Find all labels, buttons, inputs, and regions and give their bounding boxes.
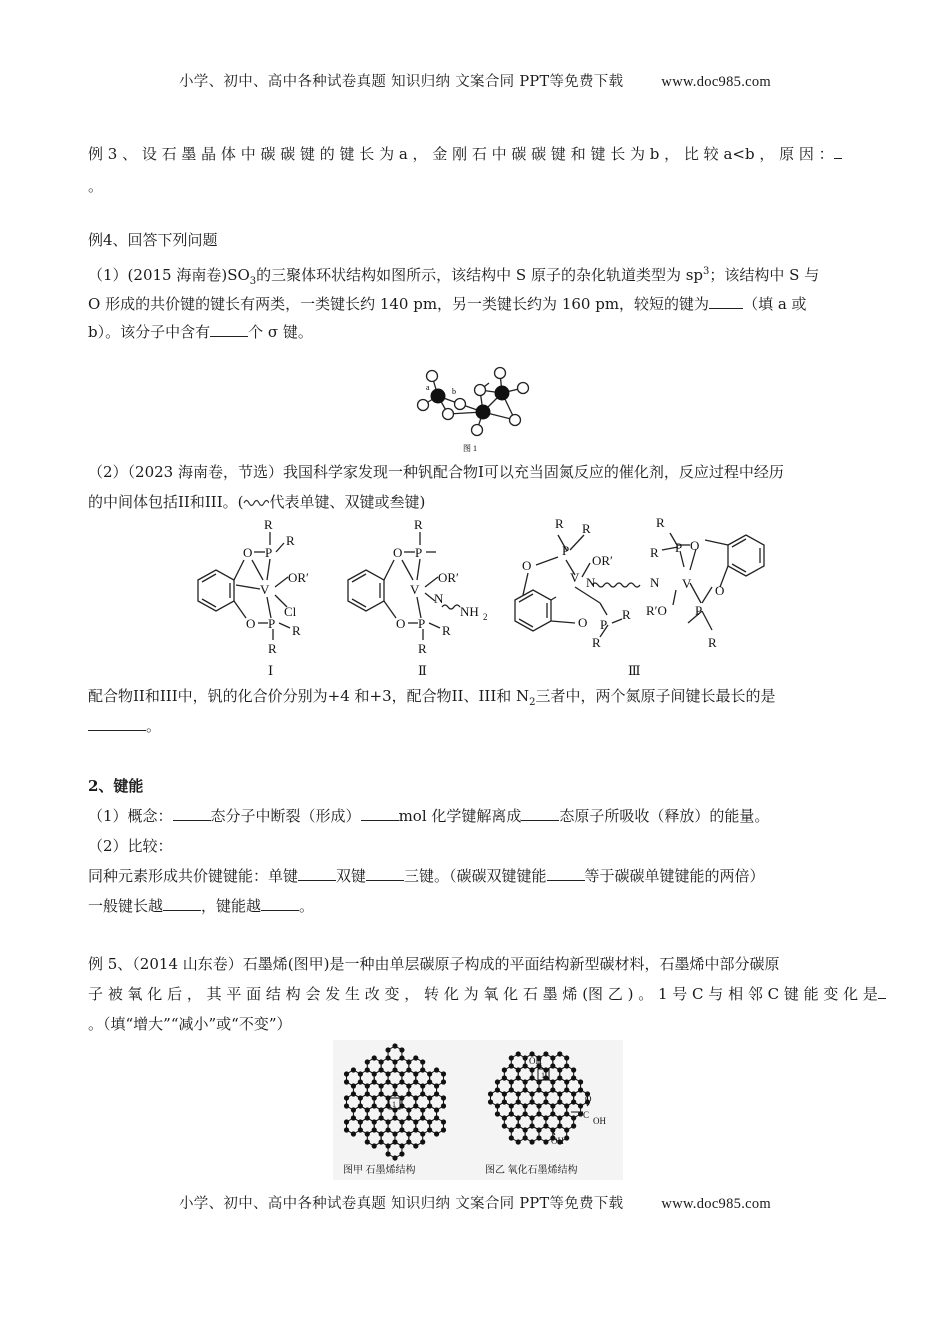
complex1-benzene-ring xyxy=(198,570,234,611)
carbon-atom xyxy=(399,1055,404,1060)
complex-label-2: Ⅱ xyxy=(418,663,427,678)
carbon-atom xyxy=(564,1079,569,1084)
carbon-atom xyxy=(488,1091,493,1096)
carbon-atom xyxy=(529,1099,534,1104)
carbon-atom xyxy=(441,1079,446,1084)
carbon-atom xyxy=(406,1131,411,1136)
carbon-atom xyxy=(365,1131,370,1136)
carbon-atom xyxy=(365,1067,370,1072)
svg-text:P: P xyxy=(600,617,608,632)
oxide-atom-label-b: 1 xyxy=(541,1071,545,1080)
carbon-atom xyxy=(557,1067,562,1072)
carbon-atom xyxy=(365,1107,370,1112)
svg-text:2: 2 xyxy=(483,612,488,622)
ex5-line1: 例 5、（2014 山东卷）石墨烯(图甲)是一种由单层碳原子构成的平面结构新型碳材料，石墨烯中部分碳原 xyxy=(88,955,780,973)
carbon-atom xyxy=(536,1111,541,1116)
carbon-atom xyxy=(344,1095,349,1100)
svg-text:V: V xyxy=(260,582,270,597)
fig-b-caption: 图乙 氧化石墨烯结构 xyxy=(485,1165,578,1176)
carbon-atom xyxy=(351,1115,356,1120)
carbon-atom xyxy=(550,1087,555,1092)
carbon-atom xyxy=(385,1143,390,1148)
ex4-q2-line3: 配合物II和III中，钒的化合价分别为+4 和+3，配合物II、III和 $N_2$三者中，两个氮原子间键长最长的是 xyxy=(88,687,776,708)
carbon-atom xyxy=(509,1127,514,1132)
carbon-atom xyxy=(365,1139,370,1144)
carbon-atom xyxy=(385,1079,390,1084)
carbon-atom xyxy=(392,1067,397,1072)
carbon-atom xyxy=(536,1103,541,1108)
svg-text:O: O xyxy=(690,538,700,553)
carbon-atom xyxy=(564,1127,569,1132)
carbon-atom xyxy=(344,1119,349,1124)
carbon-atom xyxy=(358,1095,363,1100)
carbon-atom xyxy=(571,1115,576,1120)
carbon-atom xyxy=(529,1115,534,1120)
carbon-atom xyxy=(509,1063,514,1068)
carbon-atom xyxy=(564,1055,569,1060)
carbon-atom xyxy=(385,1119,390,1124)
svg-text:R: R xyxy=(268,641,277,656)
carbon-atom xyxy=(351,1091,356,1096)
carbon-atom xyxy=(413,1095,418,1100)
sec2-blank3[interactable] xyxy=(521,806,559,821)
carbon-atom xyxy=(413,1079,418,1084)
carbon-atom xyxy=(502,1115,507,1120)
carbon-atom xyxy=(495,1103,500,1108)
svg-text:OR′: OR′ xyxy=(438,570,459,585)
carbon-atom xyxy=(578,1087,583,1092)
ex4-q1-line3: b）。该分子中含有 个 σ 键。 xyxy=(88,323,313,341)
carbon-atom xyxy=(523,1079,528,1084)
carbon-atom xyxy=(392,1155,397,1160)
carbon-atom xyxy=(365,1115,370,1120)
carbon-atom xyxy=(536,1087,541,1092)
svg-text:R: R xyxy=(650,545,659,560)
carbon-atom xyxy=(529,1091,534,1096)
carbon-atom xyxy=(571,1099,576,1104)
ex4-q2-line4: 。 xyxy=(88,716,161,736)
carbon-atom xyxy=(406,1115,411,1120)
header-url[interactable]: www.doc985.com xyxy=(661,74,771,90)
carbon-atom xyxy=(516,1099,521,1104)
svg-text:O: O xyxy=(243,545,253,560)
svg-text:R′O: R′O xyxy=(646,603,667,618)
carbon-atom xyxy=(406,1083,411,1088)
ex4-title: 例4、回答下列问题 xyxy=(88,231,218,249)
svg-text:R: R xyxy=(442,623,451,638)
vanadium-complexes-figure xyxy=(180,515,780,680)
carbon-atom xyxy=(564,1111,569,1116)
ex4-q2-line1: （2）（2023 海南卷，节选）我国科学家发现一种钒配合物I可以充当固氮反应的催化剂，反应过程中经历 xyxy=(88,463,784,481)
carbon-atom xyxy=(372,1127,377,1132)
svg-text:O: O xyxy=(393,545,403,560)
carbon-atom xyxy=(571,1091,576,1096)
carbon-atom xyxy=(516,1123,521,1128)
carbon-atom xyxy=(379,1083,384,1088)
carbon-atom xyxy=(550,1079,555,1084)
svg-text:R: R xyxy=(708,635,717,650)
carbon-atom xyxy=(392,1043,397,1048)
carbon-atom xyxy=(495,1079,500,1084)
carbon-atom xyxy=(434,1091,439,1096)
ex5-line3: 。（填“增大”“减小”或“不变”） xyxy=(88,1015,292,1033)
carbon-atom xyxy=(399,1127,404,1132)
carbon-atom xyxy=(509,1111,514,1116)
sec2-line1: （1）概念： 态分子中断裂（形成） mol 化学键解离成 态原子所吸收（释放）的能量。 xyxy=(88,807,770,825)
carbon-atom xyxy=(427,1119,432,1124)
carbon-atom xyxy=(385,1055,390,1060)
carbon-atom xyxy=(523,1055,528,1060)
carbon-atom xyxy=(434,1067,439,1072)
carbon-atom xyxy=(365,1083,370,1088)
ex3-text: 例 3 、 设 石 墨 晶 体 中 碳 碳 键 的 键 长 为 a ， 金 刚 石 中 碳 碳 键 和 键 长 为 b ， 比 较 a<b ， 原 因 ： xyxy=(88,145,834,163)
ex4-q2-line2: 的中间体包括II和III。( 代表单键、双键或叁键) xyxy=(88,493,426,511)
ex3-line1 xyxy=(88,144,842,164)
carbon-atom xyxy=(372,1143,377,1148)
carbon-atom xyxy=(441,1103,446,1108)
carbon-atom xyxy=(385,1127,390,1132)
carbon-atom xyxy=(441,1095,446,1100)
carbon-atom xyxy=(502,1067,507,1072)
carbon-atom xyxy=(523,1103,528,1108)
carbon-atom xyxy=(523,1063,528,1068)
carbon-atom xyxy=(557,1123,562,1128)
carbon-atom xyxy=(509,1079,514,1084)
carbon-atom xyxy=(550,1063,555,1068)
carbon-atom xyxy=(516,1115,521,1120)
carbon-atom xyxy=(413,1143,418,1148)
carbon-atom xyxy=(427,1127,432,1132)
carbon-atom xyxy=(392,1091,397,1096)
carbon-atom xyxy=(516,1067,521,1072)
carbon-atom xyxy=(516,1075,521,1080)
carbon-atom xyxy=(358,1071,363,1076)
carbon-atom xyxy=(372,1103,377,1108)
ex4-q1-line1: （1）(2015 海南卷)$SO_3$的三聚体环状结构如图所示，该结构中 S 原子的杂化轨道类型为 $sp^3$；该结构中 S 与 xyxy=(88,266,820,287)
carbon-atom xyxy=(427,1071,432,1076)
header-text: 小学、初中、高中各种试卷真题 知识归纳 文案合同 PPT等免费下载 xyxy=(179,74,624,90)
svg-text:R: R xyxy=(286,533,295,548)
sec2-blank4[interactable] xyxy=(298,866,336,881)
fig1-label-b: b xyxy=(452,387,456,396)
carbon-atom xyxy=(564,1103,569,1108)
carbon-atom xyxy=(550,1103,555,1108)
svg-text:P: P xyxy=(675,540,683,555)
fig-a-caption: 图甲 石墨烯结构 xyxy=(343,1165,416,1176)
carbon-atom xyxy=(413,1071,418,1076)
carbon-atom xyxy=(379,1067,384,1072)
svg-text:OR′: OR′ xyxy=(288,570,309,585)
carbon-atom xyxy=(509,1135,514,1140)
ex4-q1-blank1[interactable] xyxy=(709,294,743,309)
graphene-atom-label-a: 1 xyxy=(392,1100,396,1109)
carbon-atom xyxy=(502,1099,507,1104)
carbon-atom xyxy=(406,1107,411,1112)
carbon-atom xyxy=(502,1091,507,1096)
svg-text:V: V xyxy=(570,570,580,585)
sec2-title: 2、键能 xyxy=(88,777,144,795)
svg-text:P: P xyxy=(415,545,423,560)
svg-text:O: O xyxy=(585,1094,592,1104)
carbon-atom xyxy=(351,1107,356,1112)
carbon-atom xyxy=(434,1115,439,1120)
carbon-atom xyxy=(344,1079,349,1084)
carbon-atom xyxy=(523,1111,528,1116)
page-header xyxy=(0,70,950,91)
svg-text:R: R xyxy=(622,607,631,622)
svg-text:N: N xyxy=(586,575,596,590)
carbon-atom xyxy=(564,1087,569,1092)
ex3-blank[interactable] xyxy=(834,144,842,159)
svg-text:O: O xyxy=(578,615,588,630)
sec2-blank8[interactable] xyxy=(261,896,299,911)
carbon-atom xyxy=(427,1079,432,1084)
carbon-atom xyxy=(557,1051,562,1056)
carbon-atom xyxy=(550,1055,555,1060)
fig1-caption: 图 1 xyxy=(463,444,477,453)
carbon-atom xyxy=(523,1127,528,1132)
svg-text:O: O xyxy=(246,616,256,631)
carbon-atom xyxy=(557,1091,562,1096)
carbon-atom xyxy=(523,1135,528,1140)
carbon-atom xyxy=(427,1103,432,1108)
carbon-atom xyxy=(509,1087,514,1092)
svg-text:N: N xyxy=(650,575,660,590)
svg-text:R: R xyxy=(592,635,601,650)
carbon-atom xyxy=(392,1115,397,1120)
carbon-atom xyxy=(351,1083,356,1088)
svg-text:P: P xyxy=(695,603,703,618)
carbon-atom xyxy=(557,1099,562,1104)
carbon-atom xyxy=(379,1107,384,1112)
page-footer xyxy=(0,1192,950,1213)
carbon-atom xyxy=(358,1127,363,1132)
carbon-atom xyxy=(413,1055,418,1060)
carbon-atom xyxy=(385,1047,390,1052)
carbon-atom xyxy=(550,1111,555,1116)
carbon-atom xyxy=(495,1087,500,1092)
footer-url[interactable]: www.doc985.com xyxy=(661,1196,771,1212)
carbon-atom xyxy=(385,1071,390,1076)
carbon-atom xyxy=(529,1075,534,1080)
carbon-atom xyxy=(516,1051,521,1056)
svg-text:O: O xyxy=(715,583,725,598)
carbon-atom xyxy=(557,1115,562,1120)
carbon-atom xyxy=(372,1055,377,1060)
carbon-atom xyxy=(420,1083,425,1088)
carbon-atom xyxy=(413,1103,418,1108)
complex-label-1: Ⅰ xyxy=(268,663,274,678)
carbon-atom xyxy=(557,1075,562,1080)
carbon-atom xyxy=(427,1095,432,1100)
svg-text:P: P xyxy=(562,543,570,558)
carbon-atom xyxy=(392,1131,397,1136)
complex3-left-benzene xyxy=(515,590,551,631)
carbon-atom xyxy=(413,1119,418,1124)
carbon-atom xyxy=(399,1151,404,1156)
svg-text:P: P xyxy=(418,616,426,631)
carbon-atom xyxy=(495,1111,500,1116)
carbon-atom xyxy=(529,1067,534,1072)
carbon-atom xyxy=(358,1079,363,1084)
carbon-atom xyxy=(502,1123,507,1128)
sec2-line2: （2）比较： xyxy=(88,837,173,855)
sec2-blank1[interactable] xyxy=(173,806,211,821)
sec2-blank6[interactable] xyxy=(547,866,585,881)
carbon-atom xyxy=(406,1059,411,1064)
carbon-atom xyxy=(516,1091,521,1096)
carbon-atom xyxy=(392,1139,397,1144)
footer-text: 小学、初中、高中各种试卷真题 知识归纳 文案合同 PPT等免费下载 xyxy=(179,1196,624,1212)
svg-text:C: C xyxy=(583,1110,590,1120)
graphene-figures xyxy=(333,1040,623,1180)
carbon-atom xyxy=(372,1119,377,1124)
sec2-line3: 同种元素形成共价键键能：单键 双键 三键。（碳碳双键键能 等于碳碳单键键能的两倍） xyxy=(88,867,765,885)
wavy-bond-icon xyxy=(243,498,269,508)
svg-text:V: V xyxy=(682,576,692,591)
carbon-atom xyxy=(365,1059,370,1064)
svg-text:R: R xyxy=(582,521,591,536)
carbon-atom xyxy=(434,1131,439,1136)
svg-text:R: R xyxy=(555,516,564,531)
carbon-atom xyxy=(385,1151,390,1156)
carbon-atom xyxy=(509,1055,514,1060)
carbon-atom xyxy=(571,1067,576,1072)
sec2-blank2[interactable] xyxy=(361,806,399,821)
carbon-atom xyxy=(529,1123,534,1128)
svg-text:Cl: Cl xyxy=(284,604,297,619)
carbon-atom xyxy=(344,1127,349,1132)
carbon-atom xyxy=(385,1103,390,1108)
carbon-atom xyxy=(379,1139,384,1144)
svg-text:R: R xyxy=(418,641,427,656)
svg-text:N: N xyxy=(434,591,444,606)
carbon-atom xyxy=(509,1103,514,1108)
carbon-atom xyxy=(413,1127,418,1132)
carbon-atom xyxy=(578,1079,583,1084)
carbon-atom xyxy=(543,1123,548,1128)
svg-text:O: O xyxy=(522,558,532,573)
carbon-atom xyxy=(536,1135,541,1140)
fig1-label-a: a xyxy=(426,383,430,392)
carbon-atom xyxy=(379,1059,384,1064)
carbon-atom xyxy=(372,1095,377,1100)
carbon-atom xyxy=(358,1119,363,1124)
carbon-atom xyxy=(351,1067,356,1072)
sec2-blank5[interactable] xyxy=(366,866,404,881)
carbon-atom xyxy=(399,1079,404,1084)
ex5-blank[interactable] xyxy=(878,984,886,999)
svg-text:OH: OH xyxy=(529,1056,542,1066)
so3-trimer-figure xyxy=(405,350,540,458)
svg-text:V: V xyxy=(410,582,420,597)
carbon-atom xyxy=(434,1083,439,1088)
complex-label-3: Ⅲ xyxy=(628,663,641,678)
svg-text:NH: NH xyxy=(460,604,479,619)
carbon-atom xyxy=(441,1127,446,1132)
carbon-atom xyxy=(543,1115,548,1120)
svg-text:R: R xyxy=(292,623,301,638)
carbon-atom xyxy=(543,1091,548,1096)
sec2-blank7[interactable] xyxy=(163,896,201,911)
complex3-right-benzene xyxy=(728,535,764,576)
svg-text:R: R xyxy=(264,517,273,532)
ex3-line2: 。 xyxy=(88,177,104,195)
carbon-atom xyxy=(571,1123,576,1128)
svg-text:R: R xyxy=(414,517,423,532)
svg-text:OH: OH xyxy=(593,1116,606,1126)
carbon-atom xyxy=(392,1083,397,1088)
carbon-atom xyxy=(365,1091,370,1096)
carbon-atom xyxy=(406,1091,411,1096)
carbon-atom xyxy=(420,1139,425,1144)
carbon-atom xyxy=(420,1115,425,1120)
carbon-atom xyxy=(543,1139,548,1144)
carbon-atom xyxy=(516,1139,521,1144)
carbon-atom xyxy=(441,1071,446,1076)
carbon-atom xyxy=(434,1107,439,1112)
carbon-atom xyxy=(399,1071,404,1076)
carbon-atom xyxy=(399,1119,404,1124)
svg-text:P: P xyxy=(268,616,276,631)
svg-text:O: O xyxy=(396,616,406,631)
carbon-atom xyxy=(399,1143,404,1148)
ex5-line2: 子 被 氧 化 后 ， 其 平 面 结 构 会 发 生 改 变 ， 转 化 为 氧 化 石 墨 烯 (图 乙 ) 。 1 号 C 与 相 邻 C 键 能 变 化 是 xyxy=(88,984,886,1004)
carbon-atom xyxy=(578,1103,583,1108)
svg-text:OH: OH xyxy=(551,1136,564,1146)
svg-text:OR′: OR′ xyxy=(592,553,613,568)
carbon-atom xyxy=(351,1131,356,1136)
carbon-atom xyxy=(420,1131,425,1136)
carbon-atom xyxy=(420,1107,425,1112)
carbon-atom xyxy=(358,1103,363,1108)
ex4-q1-blank2[interactable] xyxy=(210,322,248,337)
ex4-q2-blank[interactable] xyxy=(88,716,146,731)
complex2-benzene-ring xyxy=(348,570,384,611)
carbon-atom xyxy=(523,1087,528,1092)
carbon-atom xyxy=(502,1075,507,1080)
carbon-atom xyxy=(571,1075,576,1080)
carbon-atom xyxy=(379,1115,384,1120)
carbon-atom xyxy=(441,1119,446,1124)
carbon-atom xyxy=(372,1071,377,1076)
carbon-atom xyxy=(536,1127,541,1132)
carbon-atom xyxy=(543,1051,548,1056)
carbon-atom xyxy=(488,1099,493,1104)
carbon-atom xyxy=(399,1047,404,1052)
carbon-atom xyxy=(372,1079,377,1084)
sec2-line4: 一般键长越 ，键能越 。 xyxy=(88,897,315,915)
carbon-atom xyxy=(344,1103,349,1108)
svg-text:P: P xyxy=(265,545,273,560)
ex4-q1-line2: O 形成的共价键的键长有两类，一类键长约 140 pm，另一类键长约为 160 pm，较短的键为 （填 a 或 xyxy=(88,295,807,313)
carbon-atom xyxy=(344,1071,349,1076)
svg-text:R: R xyxy=(656,515,665,530)
carbon-atom xyxy=(420,1067,425,1072)
carbon-atom xyxy=(406,1067,411,1072)
carbon-atom xyxy=(543,1099,548,1104)
carbon-atom xyxy=(420,1059,425,1064)
carbon-atom xyxy=(379,1131,384,1136)
carbon-atom xyxy=(406,1139,411,1144)
carbon-atom xyxy=(379,1091,384,1096)
carbon-atom xyxy=(564,1135,569,1140)
carbon-atom xyxy=(420,1091,425,1096)
carbon-atom xyxy=(392,1059,397,1064)
carbon-atom xyxy=(529,1139,534,1144)
carbon-atom xyxy=(564,1063,569,1068)
